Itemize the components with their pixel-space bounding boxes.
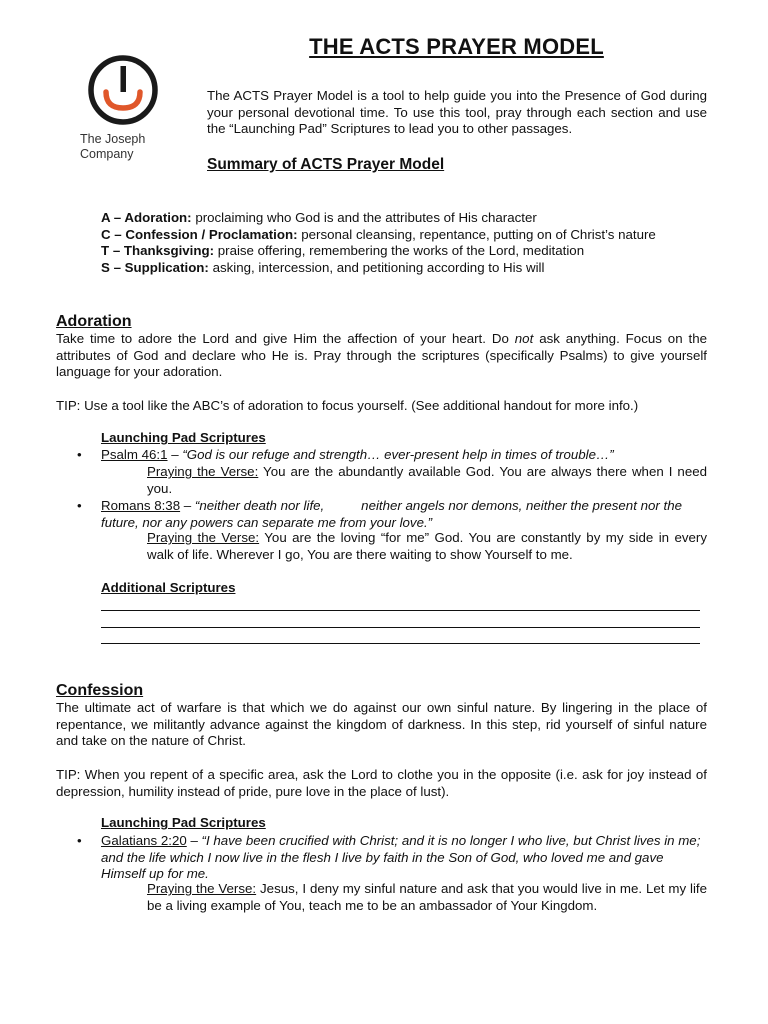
adoration-praying-verse-psalm: Praying the Verse: You are the abundantly available God. You are always there when I need you. (147, 464, 708, 496)
bullet: • (77, 833, 82, 848)
intro-paragraph: The ACTS Prayer Model is a tool to help guide you into the Presence of God during your personal devotional time. To use this tool, pray through each section and use the “Launching Pad” Scriptures to lead you to other passages. (207, 88, 707, 136)
summary-heading: Summary of ACTS Prayer Model (207, 156, 445, 173)
adoration-praying-verse-romans: Praying the Verse: You are the loving “for me” God. You are constantly by my side in every walk of life. Wherever I go, You are there waiting to show Yourself to me. (147, 530, 707, 562)
confession-launching-pad-heading: Launching Pad Scriptures (101, 815, 266, 830)
summary-list (101, 210, 656, 276)
page-title: THE ACTS PRAYER MODEL (309, 34, 604, 59)
adoration-paragraph: Take time to adore the Lord and give Him the affection of your heart. Do not ask anything. Focus on the attributes of God and declare who He is. Pray through the scriptures (specifically Psalms) to give yourself language for your adoration. (56, 331, 707, 379)
adoration-launching-pad-heading: Launching Pad Scriptures (101, 430, 266, 445)
adoration-tip: TIP: Use a tool like the ABC’s of adoration to focus yourself. (See additional handout for more info.) (56, 398, 639, 413)
confession-heading: Confession (56, 682, 144, 699)
logo-wordmark (80, 132, 170, 162)
logo-line-2: Company (80, 147, 134, 161)
adoration-verse-romans: • Romans 8:38 – “neither death nor life, neither angels nor demons, neither the present nor the future, nor any powers can separate me from your love.” (77, 498, 686, 530)
additional-scriptures-heading: Additional Scriptures (101, 580, 236, 595)
summary-item-adoration: A – Adoration: proclaiming who God is and the attributes of His character (101, 210, 537, 225)
summary-item-supplication: S – Supplication: asking, intercession, and petitioning according to His will (101, 259, 545, 275)
bullet: • (77, 447, 82, 462)
confession-tip: TIP: When you repent of a specific area, ask the Lord to clothe you in the opposite (i.e. ask for joy instead of depression, humility instead of pride, pure love in the place of lust). (56, 767, 707, 799)
writing-line-3 (101, 643, 700, 644)
writing-line-1 (101, 610, 700, 611)
logo-bar (121, 66, 127, 92)
writing-line-2 (101, 627, 700, 628)
confession-verse-galatians: • Galatians 2:20 – “I have been crucified with Christ; and it is no longer I who live, but Christ lives in me; and the life which I now live in the flesh I live by faith in the Son of God, who loved me and gave Himself up for me. (77, 833, 701, 881)
summary-item-thanksgiving: T – Thanksgiving: praise offering, remembering the works of the Lord, meditation (101, 243, 585, 258)
confession-paragraph: The ultimate act of warfare is that which we do against our own sinful nature. By lingering in the place of repentance, we militantly advance against the kingdom of darkness. In this step, rid yourself of sinful nature and take on the nature of Christ. (56, 700, 707, 748)
logo-smile (106, 92, 140, 108)
adoration-heading: Adoration (56, 313, 132, 330)
summary-item-confession: C – Confession / Proclamation: personal cleansing, repentance, putting on of Christ’s nature (101, 226, 656, 242)
bullet: • (77, 498, 82, 513)
adoration-verse-psalm: • Psalm 46:1 – “God is our refuge and strength… ever-present help in times of trouble…” (77, 447, 614, 462)
logo-line-1: The Joseph (80, 132, 146, 146)
confession-praying-verse-galatians: Praying the Verse: Jesus, I deny my sinful nature and ask that you would live in me. Let my life be a living example of You, teach me to be an ambassador of Your Kingdom. (147, 881, 708, 913)
